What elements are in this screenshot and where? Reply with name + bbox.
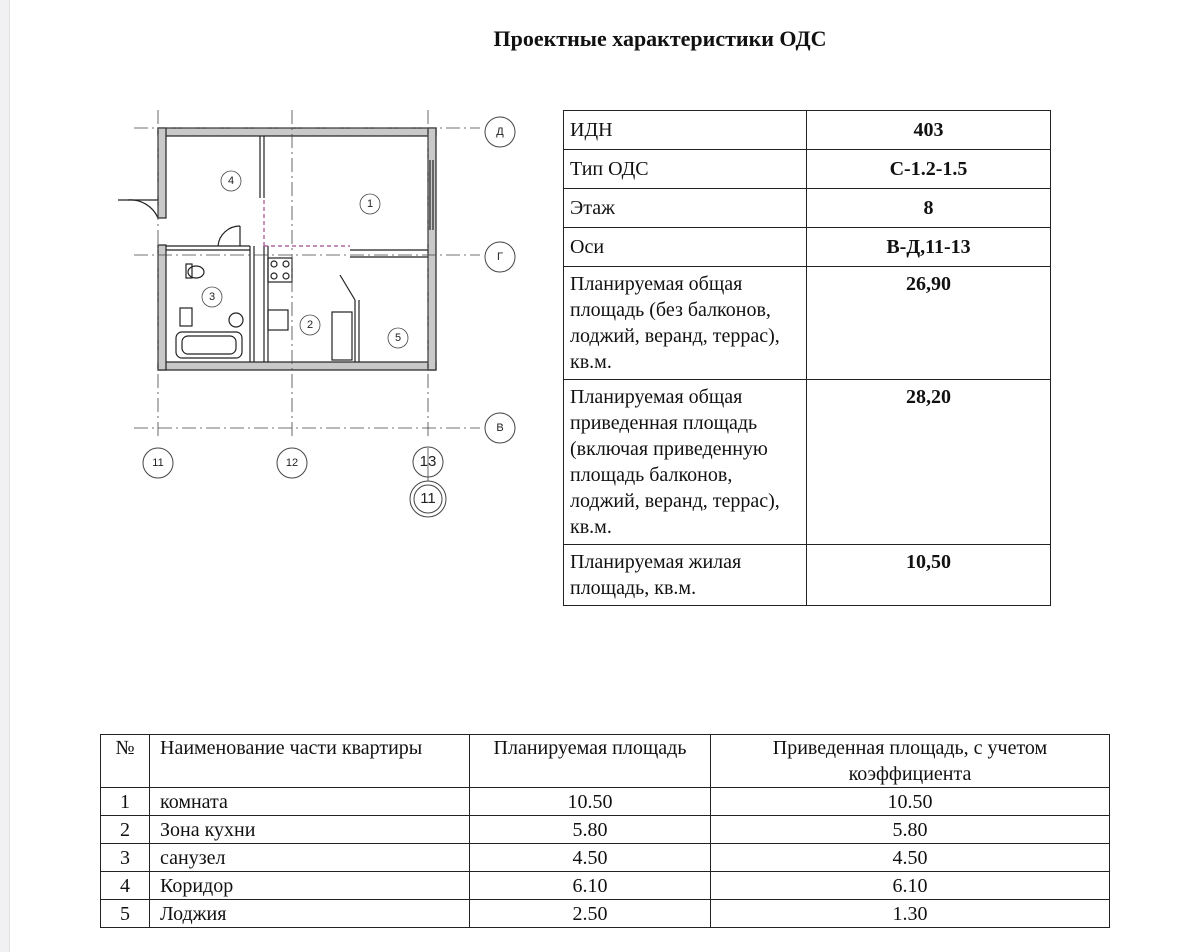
header-name: Наименование части квартиры <box>150 735 470 788</box>
row-name: санузел <box>150 844 470 872</box>
property-label: Планируемая общая площадь (без балконов, лоджий, веранд, террас), кв.м. <box>564 267 807 380</box>
row-name: Коридор <box>150 872 470 900</box>
row-area: 10.50 <box>470 788 711 816</box>
row-area: 5.80 <box>470 816 711 844</box>
property-value: 403 <box>807 111 1051 150</box>
header-number: № <box>101 735 150 788</box>
table-row <box>101 788 1110 816</box>
axis-label-12: 12 <box>285 456 299 469</box>
row-name: Зона кухни <box>150 816 470 844</box>
property-value: 8 <box>807 189 1051 228</box>
property-row <box>564 545 1051 606</box>
table-row <box>101 816 1110 844</box>
row-number: 2 <box>101 816 150 844</box>
property-value: 10,50 <box>807 545 1051 606</box>
row-number: 4 <box>101 872 150 900</box>
property-row <box>564 111 1051 150</box>
parts-table <box>100 734 1110 928</box>
row-name: Лоджия <box>150 900 470 928</box>
row-reduced-area: 10.50 <box>711 788 1110 816</box>
property-value: 26,90 <box>807 267 1051 380</box>
row-number: 3 <box>101 844 150 872</box>
plan-walls <box>118 128 436 370</box>
property-label: Планируемая жилая площадь, кв.м. <box>564 545 807 606</box>
property-label: Оси <box>564 228 807 267</box>
table-row <box>101 872 1110 900</box>
floor-plan <box>100 100 540 530</box>
property-row <box>564 228 1051 267</box>
room-marker-5: 5 <box>394 331 402 344</box>
row-reduced-area: 6.10 <box>711 872 1110 900</box>
property-label: Планируемая общая приведенная площадь (включая приведенную площадь балконов, лоджий, веранд, террас), кв.м. <box>564 380 807 545</box>
property-label: Тип ОДС <box>564 150 807 189</box>
property-row <box>564 150 1051 189</box>
row-number: 1 <box>101 788 150 816</box>
axis-label-v: В <box>496 421 504 434</box>
room-marker-1: 1 <box>366 197 374 210</box>
header-reduced-area: Приведенная площадь, с учетом коэффициента <box>711 735 1110 788</box>
property-row <box>564 189 1051 228</box>
property-value: В-Д,11-13 <box>807 228 1051 267</box>
property-row <box>564 267 1051 380</box>
property-value: 28,20 <box>807 380 1051 545</box>
axis-label-11: 11 <box>152 456 164 469</box>
row-reduced-area: 4.50 <box>711 844 1110 872</box>
axis-label-13: 13 <box>419 452 437 470</box>
header-area: Планируемая площадь <box>470 735 711 788</box>
table-row <box>101 900 1110 928</box>
page-edge <box>0 0 10 952</box>
row-reduced-area: 5.80 <box>711 816 1110 844</box>
page-title: Проектные характеристики ОДС <box>493 26 827 51</box>
axis-label-11-ring: 11 <box>420 489 436 507</box>
room-marker-2: 2 <box>306 318 314 331</box>
row-area: 2.50 <box>470 900 711 928</box>
row-area: 4.50 <box>470 844 711 872</box>
row-reduced-area: 1.30 <box>711 900 1110 928</box>
parts-header-row <box>101 735 1110 788</box>
axis-label-d: Д <box>496 125 504 138</box>
room-marker-4: 4 <box>227 174 235 187</box>
properties-table <box>563 110 1051 606</box>
row-name: комната <box>150 788 470 816</box>
property-value: С-1.2-1.5 <box>807 150 1051 189</box>
table-row <box>101 844 1110 872</box>
property-label: Этаж <box>564 189 807 228</box>
row-area: 6.10 <box>470 872 711 900</box>
row-number: 5 <box>101 900 150 928</box>
axis-label-g: Г <box>497 250 503 263</box>
property-label: ИДН <box>564 111 807 150</box>
room-marker-3: 3 <box>208 290 216 303</box>
property-row <box>564 380 1051 545</box>
